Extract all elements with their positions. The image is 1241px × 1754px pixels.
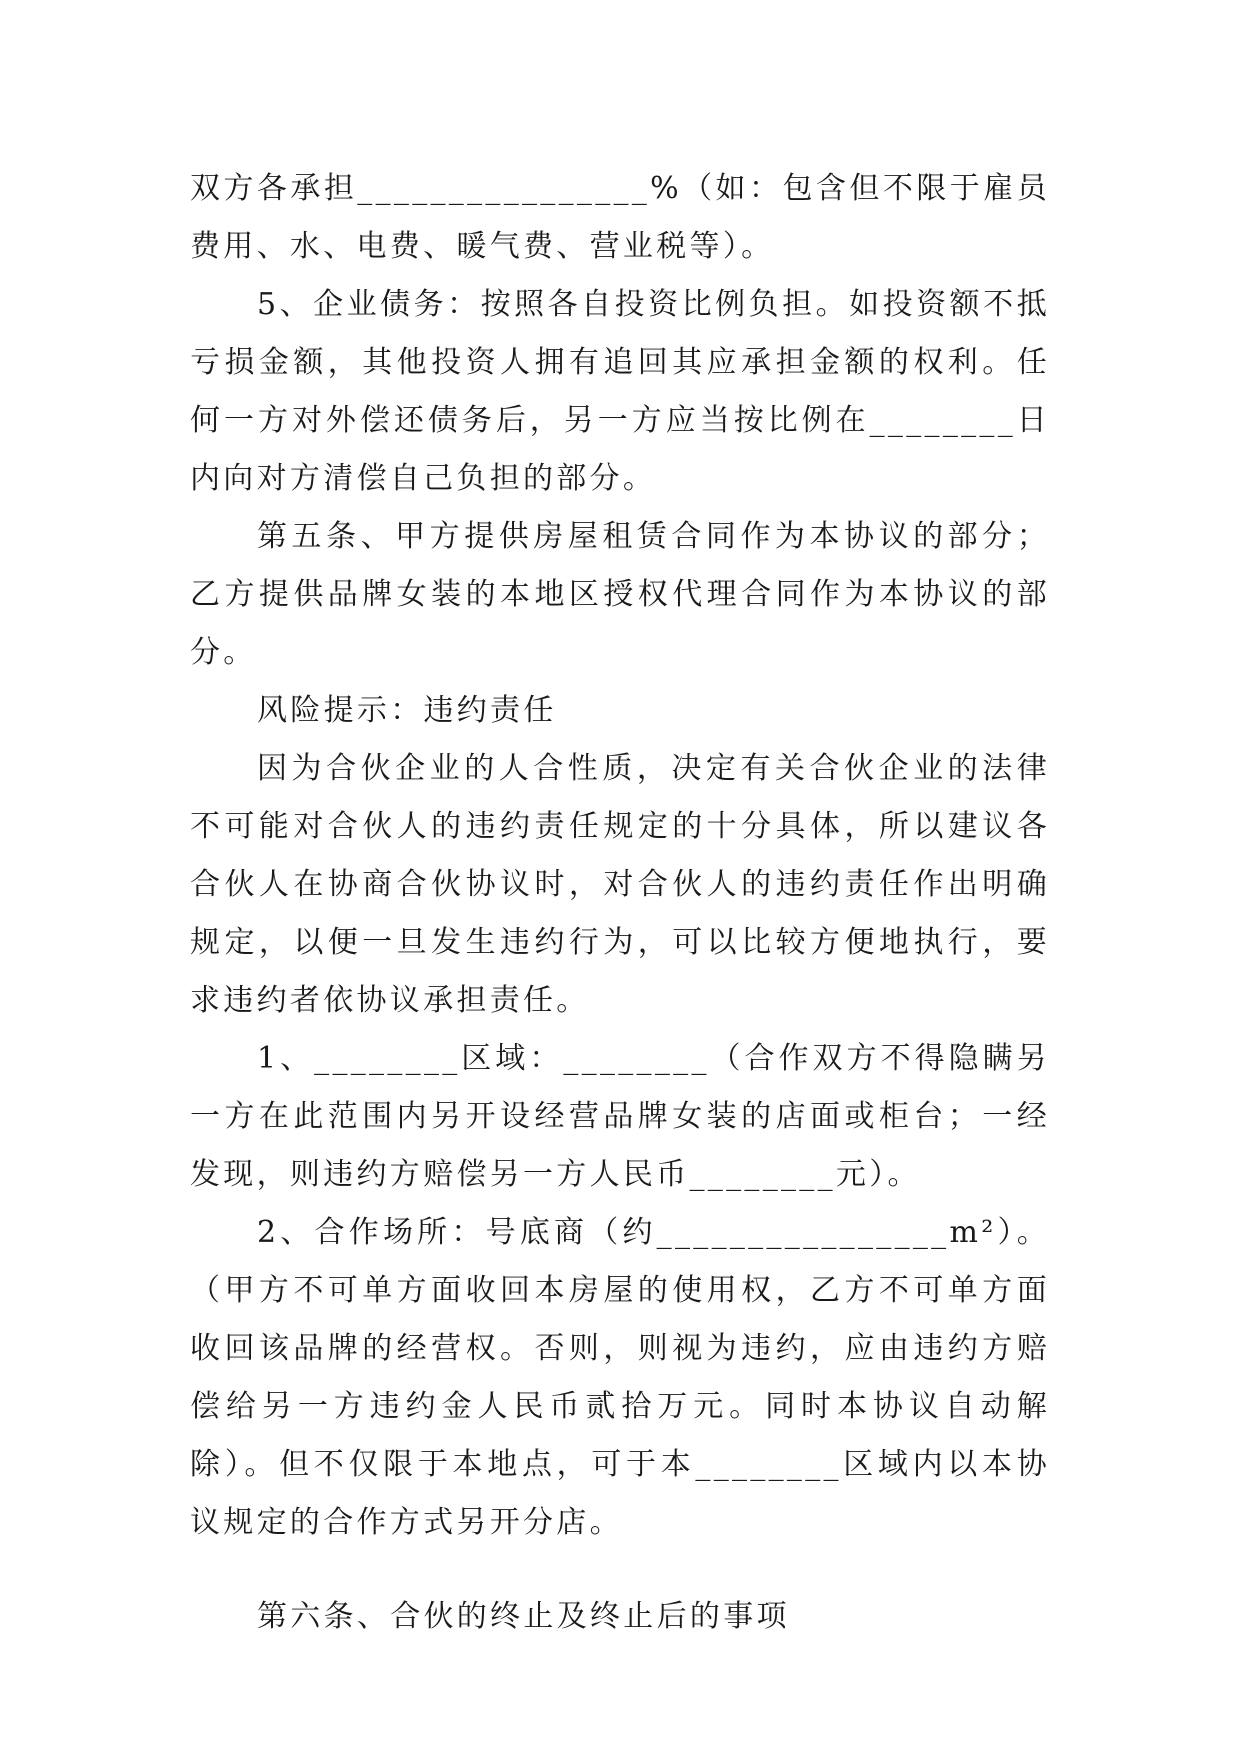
paragraph-enterprise-debt: 5、企业债务：按照各自投资比例负担。如投资额不抵亏损金额，其他投资人拥有追回其应承担金额的权利。任何一方对外偿还债务后，另一方应当按比例在________日内向对方清偿自己负担的部分。 <box>190 287 1050 496</box>
paragraph-region-clause: 1、________区域：________（合作双方不得隐瞒另一方在此范围内另开设经营品牌女装的店面或柜台；一经发现，则违约方赔偿另一方人民币________元）。 <box>190 1041 1050 1192</box>
paragraph-article-five: 第五条、甲方提供房屋租赁合同作为本协议的部分；乙方提供品牌女装的本地区授权代理合同作为本协议的部分。 <box>190 519 1050 670</box>
paragraph-article-six-heading: 第六条、合伙的终止及终止后的事项 <box>257 1599 790 1634</box>
document-page <box>190 160 1050 1646</box>
paragraph-premises-clause: 2、合作场所：号底商（约________________m²）。（甲方不可单方面收回本房屋的使用权，乙方不可单方面收回该品牌的经营权。否则，则视为违约，应由违约方赔偿给另一方违约金人民币贰拾万元。同时本协议自动解除）。但不仅限于本地点，可于本________区域内以本协议规定的合作方式另开分店。 <box>190 1215 1050 1540</box>
paragraph-expense-sharing: 双方各承担________________%（如：包含但不限于雇员费用、水、电费、暖气费、营业税等）。 <box>190 171 1050 264</box>
paragraph-risk-notice-title: 风险提示：违约责任 <box>257 693 557 728</box>
paragraph-risk-notice-body: 因为合伙企业的人合性质，决定有关合伙企业的法律不可能对合伙人的违约责任规定的十分具体，所以建议各合伙人在协商合伙协议时，对合伙人的违约责任作出明确规定，以便一旦发生违约行为，可以比较方便地执行，要求违约者依协议承担责任。 <box>190 751 1050 1018</box>
